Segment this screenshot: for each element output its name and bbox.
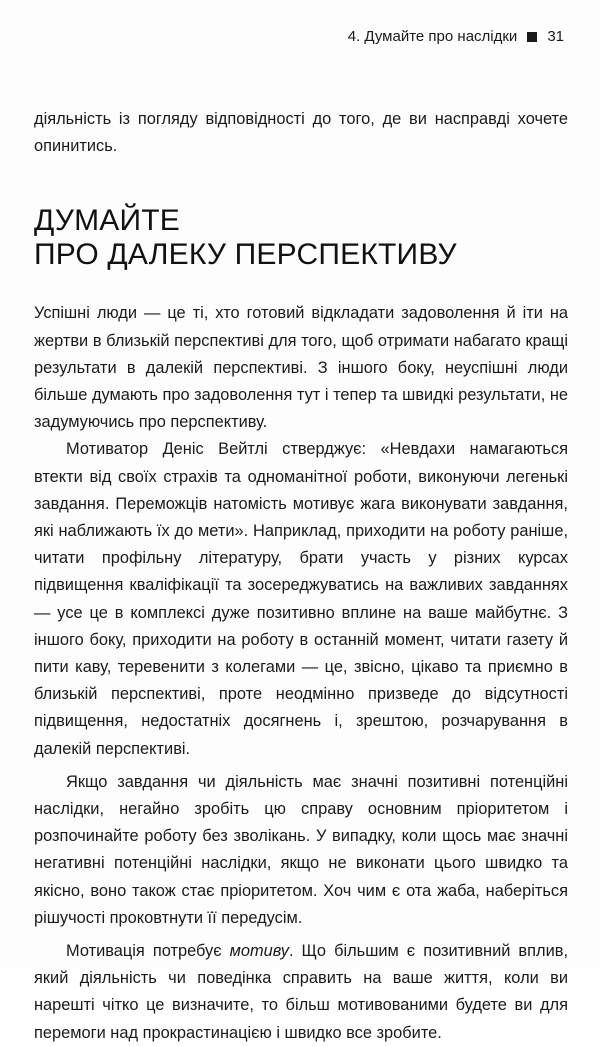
- section-heading-line-1: ДУМАЙТЕ: [34, 204, 181, 238]
- section-heading: [34, 204, 568, 272]
- page-content: [34, 106, 568, 1047]
- continued-paragraph: діяльність із погляду відповідності до того, де ви насправді хочете опинитись.: [34, 110, 568, 156]
- chapter-title: 4. Думайте про наслідки: [347, 28, 518, 45]
- paragraph-4-italic-word: мотиву: [229, 942, 289, 961]
- section-heading-line-2: ПРО ДАЛЕКУ ПЕРСПЕКТИВУ: [34, 238, 457, 272]
- header-square-ornament: [527, 32, 537, 42]
- paragraph-4-start: Мотивація потребує: [66, 942, 230, 961]
- paragraph-1: Успішні люди — це ті, хто готовий відкладати задоволення й іти на жертви в близькій перспективі для того, щоб отримати набагато кращі результати в далекій перспективі. З іншого боку, неуспішні люди більше думають про задоволення тут і тепер та швидкі результати, не задумуючись про перспективу.: [34, 304, 568, 432]
- paragraph-3: Якщо завдання чи діяльність має значні позитивні потенційні наслідки, негайно зробіть цю справу основним пріоритетом і розпочинайте роботу без зволікань. У випадку, коли щось має значні негативні потенційні наслідки, якщо не виконати цього швидко та якісно, воно також стає пріоритетом. Хоч чим є ота жаба, наберіться рішучості проковтнути її передусім.: [34, 772, 568, 927]
- paragraph-4: [34, 938, 568, 1047]
- running-header: [348, 28, 564, 45]
- paragraph-2: Мотиватор Деніс Вейтлі стверджує: «Невдахи намагаються втекти від своїх страхів та одноманітної роботи, виконуючи легенькі завдання. Переможців натомість мотивує жага виконувати завдання, які наближають їх до мети». Наприклад, приходити на роботу раніше, читати профільну літературу, брати участь у різних курсах підвищення кваліфікації та зосереджуватись на важливих завданнях — усе це в комплексі дуже позитивно вплине на ваше майбутнє. З іншого боку, приходити на роботу в останній момент, читати газету й пити каву, теревенити з колегами — це, звісно, цікаво та приємно в близькій перспективі, проте неодмінно призведе до відсутності підвищення, недостатніх досягнень і, зрештою, розчарування в далекій перспективі.: [34, 440, 568, 758]
- paragraph-4-end: . Що більшим є позитивний вплив, який діяльність чи поведінка справить на ваше життя, коли ви нарешті чітко це визначите, то більш мотивованими будете ви для перемоги над прокрастинацією і швидко все зробите.: [34, 942, 568, 1042]
- page-number: 31: [547, 28, 564, 45]
